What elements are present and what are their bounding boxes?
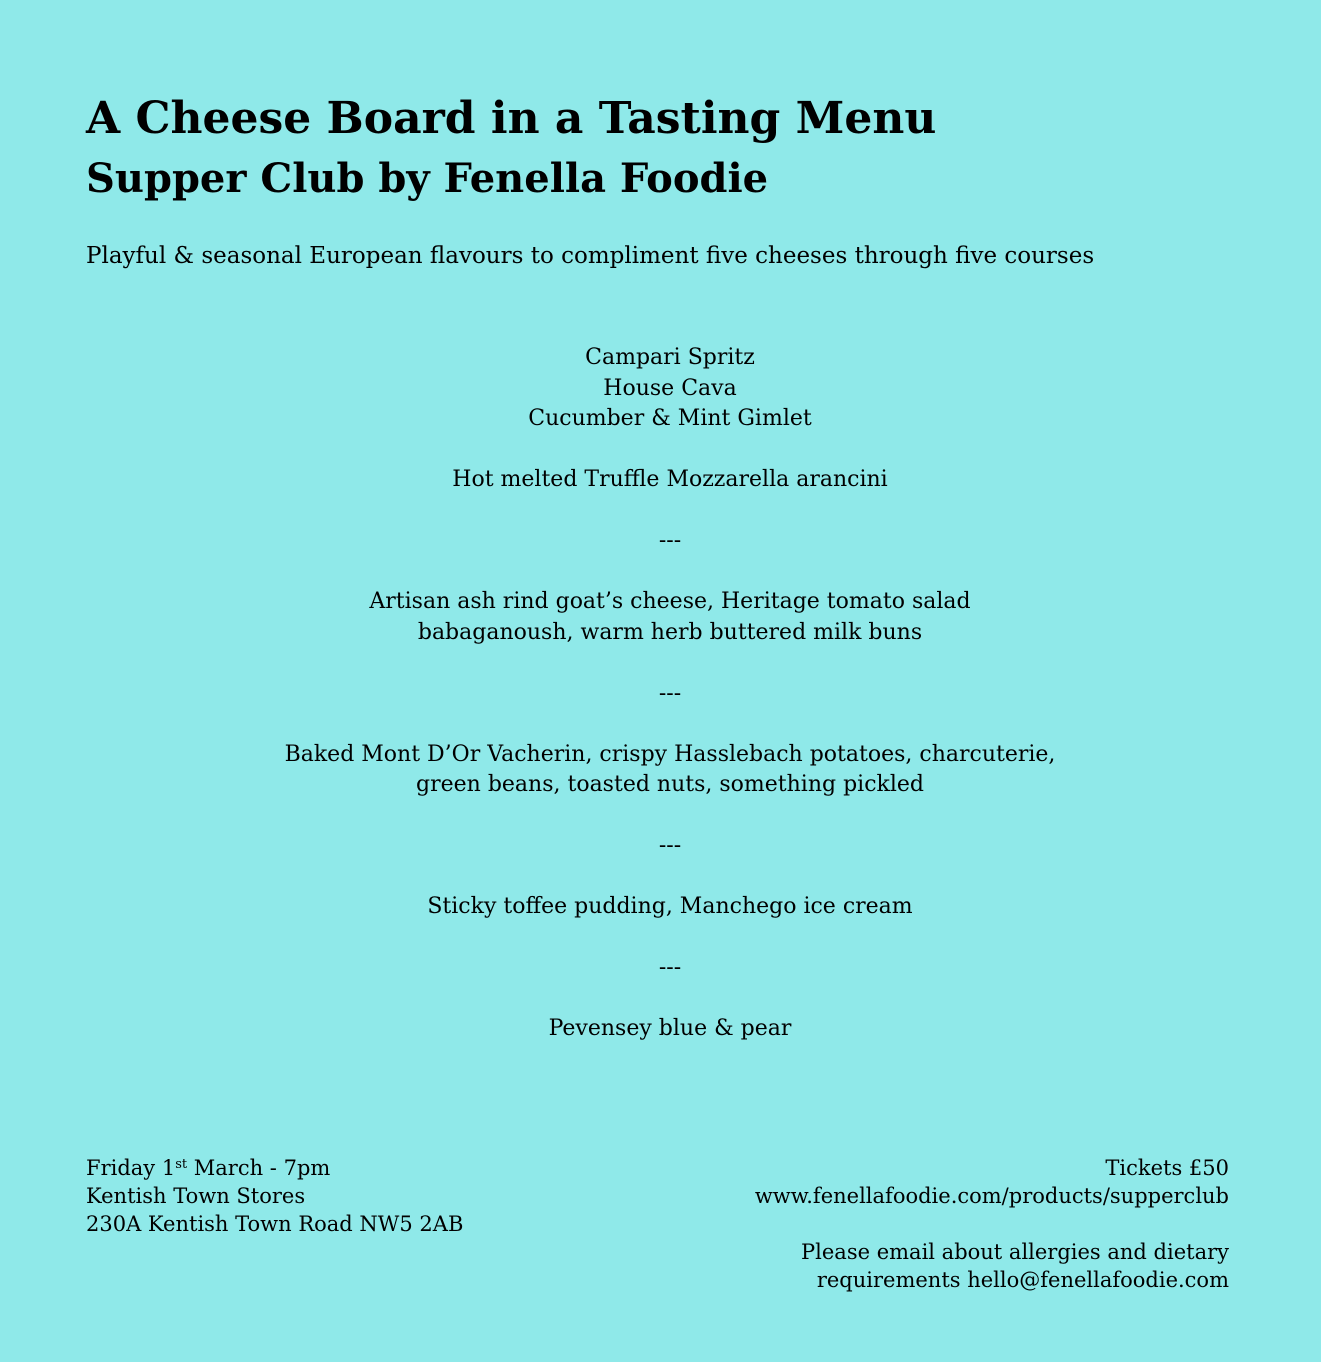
drink-item: Campari Spritz bbox=[585, 345, 755, 370]
tagline: Playful & seasonal European flavours to compliment five cheeses through five courses bbox=[86, 243, 1095, 269]
course-3-line: green beans, toasted nuts, something pickled bbox=[416, 772, 924, 797]
course-3-line: Baked Mont D’Or Vacherin, crispy Hasslebach potatoes, charcuterie, bbox=[284, 741, 1056, 767]
page-title: A Cheese Board in a Tasting Menu bbox=[86, 93, 937, 144]
drink-item: House Cava bbox=[603, 375, 737, 401]
drink-item: Cucumber & Mint Gimlet bbox=[528, 406, 812, 431]
event-date bbox=[86, 1154, 463, 1182]
course-separator: --- bbox=[658, 833, 682, 858]
course-2-line: babaganoush, warm herb buttered milk buns bbox=[417, 619, 923, 645]
course-5: Pevensey blue & pear bbox=[548, 1016, 792, 1041]
course-separator: --- bbox=[658, 528, 682, 553]
ticket-details bbox=[755, 1154, 1229, 1294]
course-separator: --- bbox=[658, 955, 682, 980]
event-date-ordinal: st bbox=[175, 1157, 188, 1172]
course-2-line: Artisan ash rind goat’s cheese, Heritage tomato salad bbox=[369, 589, 971, 614]
course-1: Hot melted Truffle Mozzarella arancini bbox=[452, 467, 888, 492]
event-date-time: March - 7pm bbox=[187, 1156, 331, 1180]
course-separator: --- bbox=[658, 680, 682, 706]
event-venue: Kentish Town Stores bbox=[86, 1184, 306, 1208]
tasting-menu bbox=[0, 343, 1321, 1045]
ticket-price: Tickets £50 bbox=[1105, 1156, 1229, 1180]
event-date-day: Friday 1 bbox=[86, 1156, 176, 1180]
ticket-url-link[interactable]: www.fenellafoodie.com/products/supperclub bbox=[754, 1184, 1229, 1208]
page-subtitle: Supper Club by Fenella Foodie bbox=[86, 155, 769, 202]
course-4: Sticky toffee pudding, Manchego ice cream bbox=[427, 894, 913, 919]
event-address: 230A Kentish Town Road NW5 2AB bbox=[86, 1212, 464, 1236]
event-details bbox=[86, 1154, 463, 1238]
allergy-note-line: requirements hello@fenellafoodie.com bbox=[816, 1268, 1229, 1292]
allergy-note-line: Please email about allergies and dietary bbox=[801, 1240, 1229, 1264]
